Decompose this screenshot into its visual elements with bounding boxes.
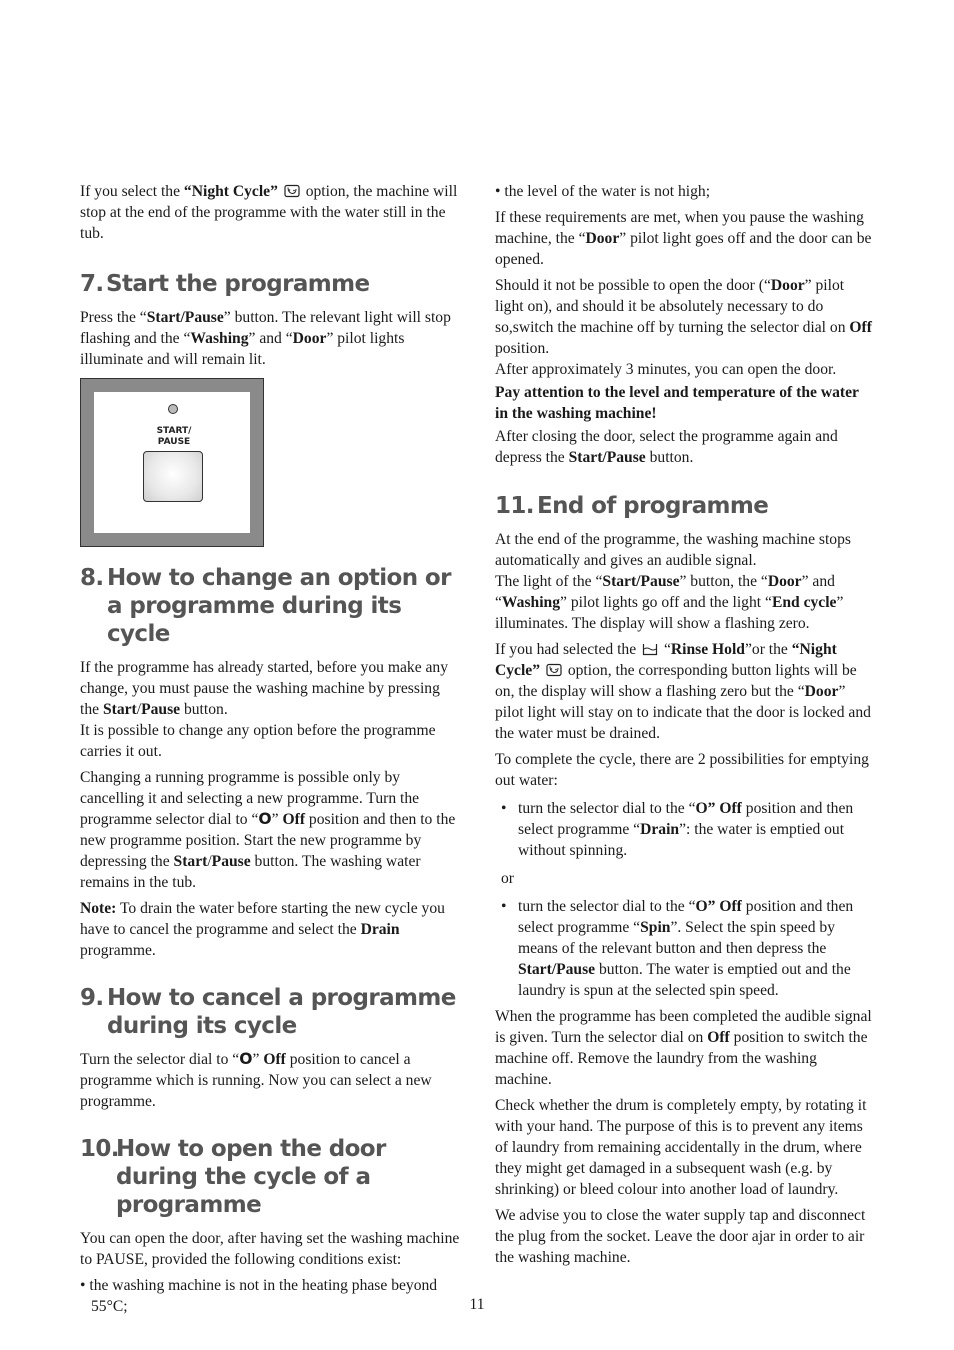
night-cycle-icon (284, 184, 300, 198)
section-9 (80, 984, 462, 1112)
start-pause-label: START/ PAUSE (156, 426, 192, 447)
section-11-heading: 11. End of programme (495, 493, 769, 519)
option-list-item-drain: • turn the selector dial to the “O” Off position and then select programme “Drain”: the water is emptied out without spinning. (501, 800, 854, 859)
section-11-paragraph-2: The light of the “Start/Pause” button, the “Door” and “Washing” pilot lights go off and the light “End cycle” illuminates. The display will show a flashing zero. (495, 573, 844, 632)
section-8-paragraph-2: It is possible to change any option before the programme carries it out. (80, 722, 436, 760)
section-10 (80, 1135, 462, 1317)
section-11-paragraph-7: We advise you to close the water supply tap and disconnect the plug from the socket. Leave the door ajar in order to air the washing machine. (495, 1207, 866, 1266)
door-paragraph-1: If these requirements are met, when you pause the washing machine, the “Door” pilot light goes off and the door can be opened. (495, 209, 872, 268)
off-symbol-icon: O (258, 810, 272, 828)
night-cycle-icon (546, 663, 562, 677)
start-pause-led (168, 404, 178, 414)
door-paragraph-3: After approximately 3 minutes, you can open the door. (495, 361, 837, 378)
option-list-item-spin: • turn the selector dial to the “O” Off position and then select programme “Spin”. Select the spin speed by means of the relevant button and then depress the Start/Pause button. The water is emptied out and the laundry is spun at the selected spin speed. (501, 898, 854, 999)
left-column (80, 181, 462, 1322)
section-8-heading: 8. How to change an option or a programme during its cycle (80, 565, 451, 647)
section-11-paragraph-1: At the end of the programme, the washing machine stops automatically and gives an audible signal. (495, 531, 851, 569)
intro-paragraph: If you select the “Night Cycle” option, the machine will stop at the end of the programme with the water still in the tub. (80, 183, 458, 242)
right-column (495, 181, 875, 1273)
section-10-heading: 10. How to open the door during the cycle of a programme (80, 1136, 386, 1218)
section-7-paragraph: Press the “Start/Pause” button. The relevant light will stop flashing and the “Washing” and “Door” pilot lights illuminate and will remain lit. (80, 309, 451, 368)
door-warning: Pay attention to the level and temperature of the water in the washing machine! (495, 384, 859, 422)
section-11 (495, 492, 875, 1268)
section-7 (80, 270, 462, 547)
door-paragraph-2: Should it not be possible to open the door (“Door” pilot light on), and should it be absolutely necessary to do so,switch the machine off by turning the selector dial on Off position. (495, 277, 872, 357)
section-7-heading: 7. Start the programme (80, 271, 370, 297)
off-symbol-icon: O (239, 1050, 253, 1068)
section-11-paragraph-5: When the programme has been completed the audible signal is given. Turn the selector dial on Off position to switch the machine off. Remove the laundry from the washing machine. (495, 1008, 872, 1088)
page-number: 11 (469, 1296, 485, 1313)
start-pause-button-illustration (143, 451, 203, 502)
or-separator: or (501, 870, 514, 887)
section-8 (80, 564, 462, 961)
section-10-bullet-1: • the washing machine is not in the heating phase beyond 55°C; (80, 1277, 438, 1315)
section-9-paragraph: Turn the selector dial to “O” Off position to cancel a programme which is running. Now you can select a new programme. (80, 1050, 432, 1110)
start-pause-panel-illustration (80, 378, 264, 547)
section-9-heading: 9. How to cancel a programme during its cycle (80, 985, 456, 1039)
section-11-paragraph-3: If you had selected the “Rinse Hold”or the “Night Cycle” option, the corresponding button lights will be on, the display will show a flashing zero but the “Door” pilot light will stay on to indicate that the door is locked and the water must be drained. (495, 641, 871, 742)
section-10-paragraph: You can open the door, after having set the washing machine to PAUSE, provided the following conditions exist: (80, 1230, 460, 1268)
section-10-bullet-2: • the level of the water is not high; (495, 183, 711, 200)
section-8-paragraph-3: Changing a running programme is possible only by cancelling it and selecting a new programme. Turn the programme selector dial to “O” Off position and then to the new programme position. Start the new programme by depressing the Start/Pause button. The washing water remains in the tub. (80, 769, 456, 891)
section-8-note: Note: To drain the water before starting the new cycle you have to cancel the programme and select the Drain programme. (80, 900, 445, 959)
section-11-paragraph-4: To complete the cycle, there are 2 possibilities for emptying out water: (495, 751, 869, 789)
section-8-paragraph-1: If the programme has already started, before you make any change, you must pause the washing machine by pressing the Start/Pause button. (80, 659, 449, 718)
section-11-paragraph-6: Check whether the drum is completely empty, by rotating it with your hand. The purpose of this is to prevent any items of laundry from remaining accidentally in the drum, where they might get damaged in a subsequent wash (e.g. by shrinking) or bleed colour into another load of laundry. (495, 1097, 867, 1198)
door-paragraph-4: After closing the door, select the programme again and depress the Start/Pause button. (495, 428, 838, 466)
rinse-hold-icon (642, 642, 658, 656)
